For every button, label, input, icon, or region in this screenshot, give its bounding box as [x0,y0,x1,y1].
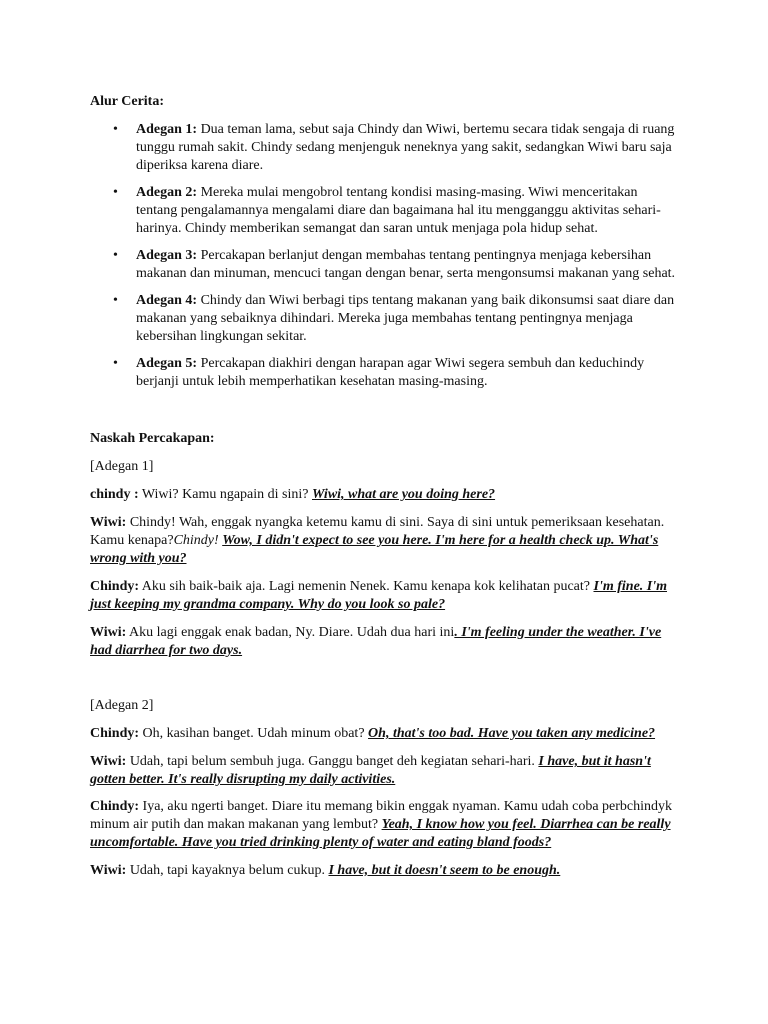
indonesian-text: Oh, kasihan banget. Udah minum obat? [139,726,369,741]
list-item [90,184,680,238]
speaker-name: Chindy: [90,799,140,814]
bullet-icon: • [113,356,118,371]
dialogue-line [90,862,680,880]
list-item [90,247,680,283]
bullet-icon: • [113,248,118,263]
scene-text: Mereka mulai mengobrol tentang kondisi masing-masing. Wiwi menceritakan tentang pengalamannya mengalami diare dan bagaimana hal itu mengganggu aktivitas sehari-harinya. Chindy memberikan semangat dan saran untuk menjaga pola hidup sehat. [136,185,661,236]
bullet-icon: • [113,185,118,200]
speaker-name: Wiwi: [90,754,127,769]
alur-cerita-heading: Alur Cerita: [90,94,164,109]
speaker-name: Chindy: [90,726,140,741]
scene-label: Adegan 5: [136,356,198,371]
english-translation: I have, but it doesn't seem to be enough. [328,863,561,878]
italic-name: Chindy! [173,533,223,548]
speaker-name: Wiwi: [90,863,127,878]
indonesian-text: Aku sih baik-baik aja. Lagi nemenin Nenek. Kamu kenapa kok kelihatan pucat? [139,579,594,594]
english-translation: Wiwi, what are you doing here? [312,487,496,502]
scene-text: Chindy dan Wiwi berbagi tips tentang makanan yang baik dikonsumsi saat diare dan makanan yang sebaiknya dihindari. Mereka juga membahas tentang pentingnya menjaga kebersihan lingkungan sekitar. [136,293,675,344]
bullet-icon: • [113,293,118,308]
indonesian-text: Udah, tapi kayaknya belum cukup. [126,863,329,878]
dialogue-line [90,486,680,504]
scene-text: Percakapan diakhiri dengan harapan agar Wiwi segera sembuh dan keduchindy berjanji untuk lebih memperhatikan kesehatan masing-masing. [136,356,645,389]
speaker-name: Wiwi: [90,515,127,530]
speaker-name: Chindy: [90,579,140,594]
scene-label: Adegan 1: [136,122,198,137]
naskah-heading: Naskah Percakapan: [90,431,215,446]
dialogue-line [90,624,680,660]
indonesian-text: Aku lagi enggak enak badan, Ny. Diare. Udah dua hari ini [126,625,455,640]
scene-marker: [Adegan 1] [90,459,154,474]
scene-label: Adegan 3: [136,248,198,263]
bullet-icon: • [113,122,118,137]
scene-text: Dua teman lama, sebut saja Chindy dan Wiwi, bertemu secara tidak sengaja di ruang tunggu rumah sakit. Chindy sedang menjenguk neneknya yang sakit, sedangkan Wiwi baru saja diperiksa karena diare. [136,122,675,173]
indonesian-text: Wiwi? Kamu ngapain di sini? [138,487,312,502]
dialogue-line [90,578,680,614]
dialogue-line [90,753,680,789]
indonesian-text: Udah, tapi belum sembuh juga. Ganggu banget deh kegiatan sehari-hari. [126,754,539,769]
speaker-name: chindy : [90,487,139,502]
dialogue-line [90,725,680,743]
indonesian-text: Iya, aku ngerti banget. Diare itu memang bikin enggak nyaman. Kamu udah coba perbchindyk minum air putih dan makan makanan yang lembut? [90,799,673,832]
list-item [90,292,680,346]
speaker-name: Wiwi: [90,625,127,640]
english-translation: Yeah, I know how you feel. Diarrhea can be really uncomfortable. Have you tried drinking plenty of water and eating bland foods? [90,817,671,850]
dialogue-line [90,514,680,568]
scene-list [90,121,680,400]
english-translation: Oh, that's too bad. Have you taken any medicine? [368,726,656,741]
scene-label: Adegan 2: [136,185,198,200]
scene-text: Percakapan berlanjut dengan membahas tentang pentingnya menjaga kebersihan makanan dan minuman, mencuci tangan dengan benar, serta mengonsumsi makanan yang sehat. [136,248,676,281]
indonesian-text: Chindy! Wah, enggak nyangka ketemu kamu di sini. Saya di sini untuk pemeriksaan kesehatan. Kamu kenapa? [90,515,665,548]
english-translation: Wow, I didn't expect to see you here. I'm here for a health check up. What's wrong with you? [90,533,659,566]
dialogue-line [90,798,680,852]
english-translation: . I'm feeling under the weather. I've had diarrhea for two days. [90,625,662,658]
english-translation: I'm fine. I'm just keeping my grandma company. Why do you look so pale? [90,579,668,612]
scene-label: Adegan 4: [136,293,198,308]
english-translation: I have, but it hasn't gotten better. It's really disrupting my daily activities. [90,754,651,787]
list-item [90,355,680,391]
list-item [90,121,680,175]
scene-marker: [Adegan 2] [90,698,154,713]
